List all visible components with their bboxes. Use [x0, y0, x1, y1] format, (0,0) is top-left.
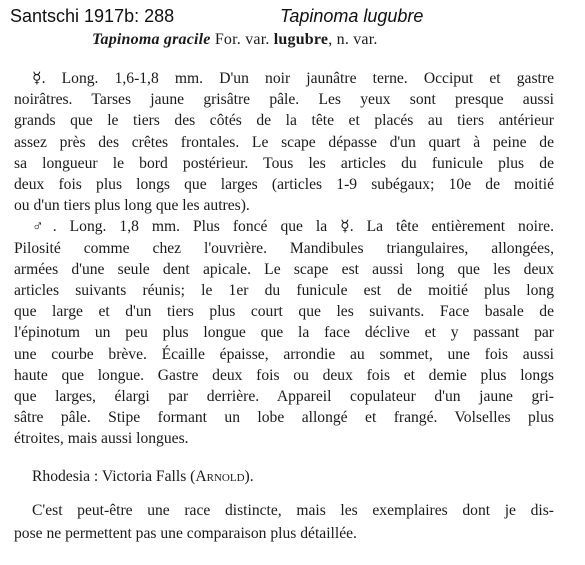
- taxon-heading: [92, 31, 378, 49]
- text-line: assez près des crêtes frontales. Le scape dépasse d'un quart à peine de: [14, 133, 554, 151]
- text-line: articles suivants réunis; le 1er du funicule est de moitié plus long: [14, 282, 554, 300]
- text-line: sa longueur le bord postérieur. Tous les articles du funicule plus de: [14, 154, 554, 172]
- male-description: [14, 216, 554, 449]
- taxon-author: For.: [214, 31, 241, 48]
- text-line: Pilosité comme chez l'ouvrière. Mandibules triangulaires, allongées,: [14, 239, 554, 257]
- text-line: deux fois plus longs que larges (articles 1-9 subégaux; 10e de moitié: [14, 176, 554, 194]
- text-line: que large et d'un tiers plus court que les suivants. Face basale de: [14, 303, 554, 321]
- text-line: ♂. Long. 1,8 mm. Plus foncé que la ☿. La tête entièrement noire.: [32, 218, 554, 236]
- locality: [32, 468, 254, 486]
- citation: Santschi 1917b: 288: [10, 6, 175, 26]
- text-line: étroites, mais aussi longues.: [14, 430, 189, 448]
- remark-paragraph: [14, 499, 554, 545]
- taxon-var-name: lugubre: [273, 31, 329, 48]
- taxon-status: , n. var.: [328, 31, 378, 48]
- text-line: ou d'un tiers plus long que les autres).: [14, 197, 250, 215]
- locality-place: Rhodesia : Victoria Falls (: [32, 468, 196, 485]
- collector-name: Arnold: [195, 468, 245, 485]
- text-line: noirâtres. Tarses jaune grisâtre pâle. Les yeux sont presque aussi: [14, 91, 554, 109]
- text-line: ☿. Long. 1,6-1,8 mm. D'un noir jaunâtre terne. Occiput et gastre: [32, 70, 554, 87]
- worker-description: [14, 68, 554, 216]
- locality-end: ).: [244, 468, 254, 485]
- description-body: [14, 68, 554, 450]
- text-line: l'épinotum un peu plus longue que la face déclive et y passant par: [14, 324, 554, 342]
- text-line: C'est peut-être une race distincte, mais les exemplaires dont je dis-: [32, 502, 554, 519]
- text-line: que larges, élargi par derrière. Appareil copulateur d'un jaune gri-: [14, 388, 554, 406]
- text-line: armées d'une seule dent apicale. Le scape est aussi long que les deux: [14, 260, 554, 278]
- text-line: haute que longue. Gastre deux fois ou deux fois et demie plus longs: [14, 366, 554, 384]
- text-line: sâtre pâle. Stipe formant un lobe allongé et frangé. Volselles plus: [14, 409, 554, 427]
- taxon-genus-species: Tapinoma gracile: [92, 31, 211, 48]
- species-name: Tapinoma lugubre: [280, 6, 424, 26]
- text-line: grands que le tiers des côtés de la tête et placés au tiers antérieur: [14, 112, 554, 130]
- page-header: [10, 6, 580, 28]
- taxon-var-word: var.: [245, 31, 270, 48]
- text-line: pose ne permettent pas une comparaison plus détaillée.: [14, 525, 357, 542]
- text-line: une courbe brève. Écaille épaisse, arrondie au sommet, une fois aussi: [14, 345, 554, 363]
